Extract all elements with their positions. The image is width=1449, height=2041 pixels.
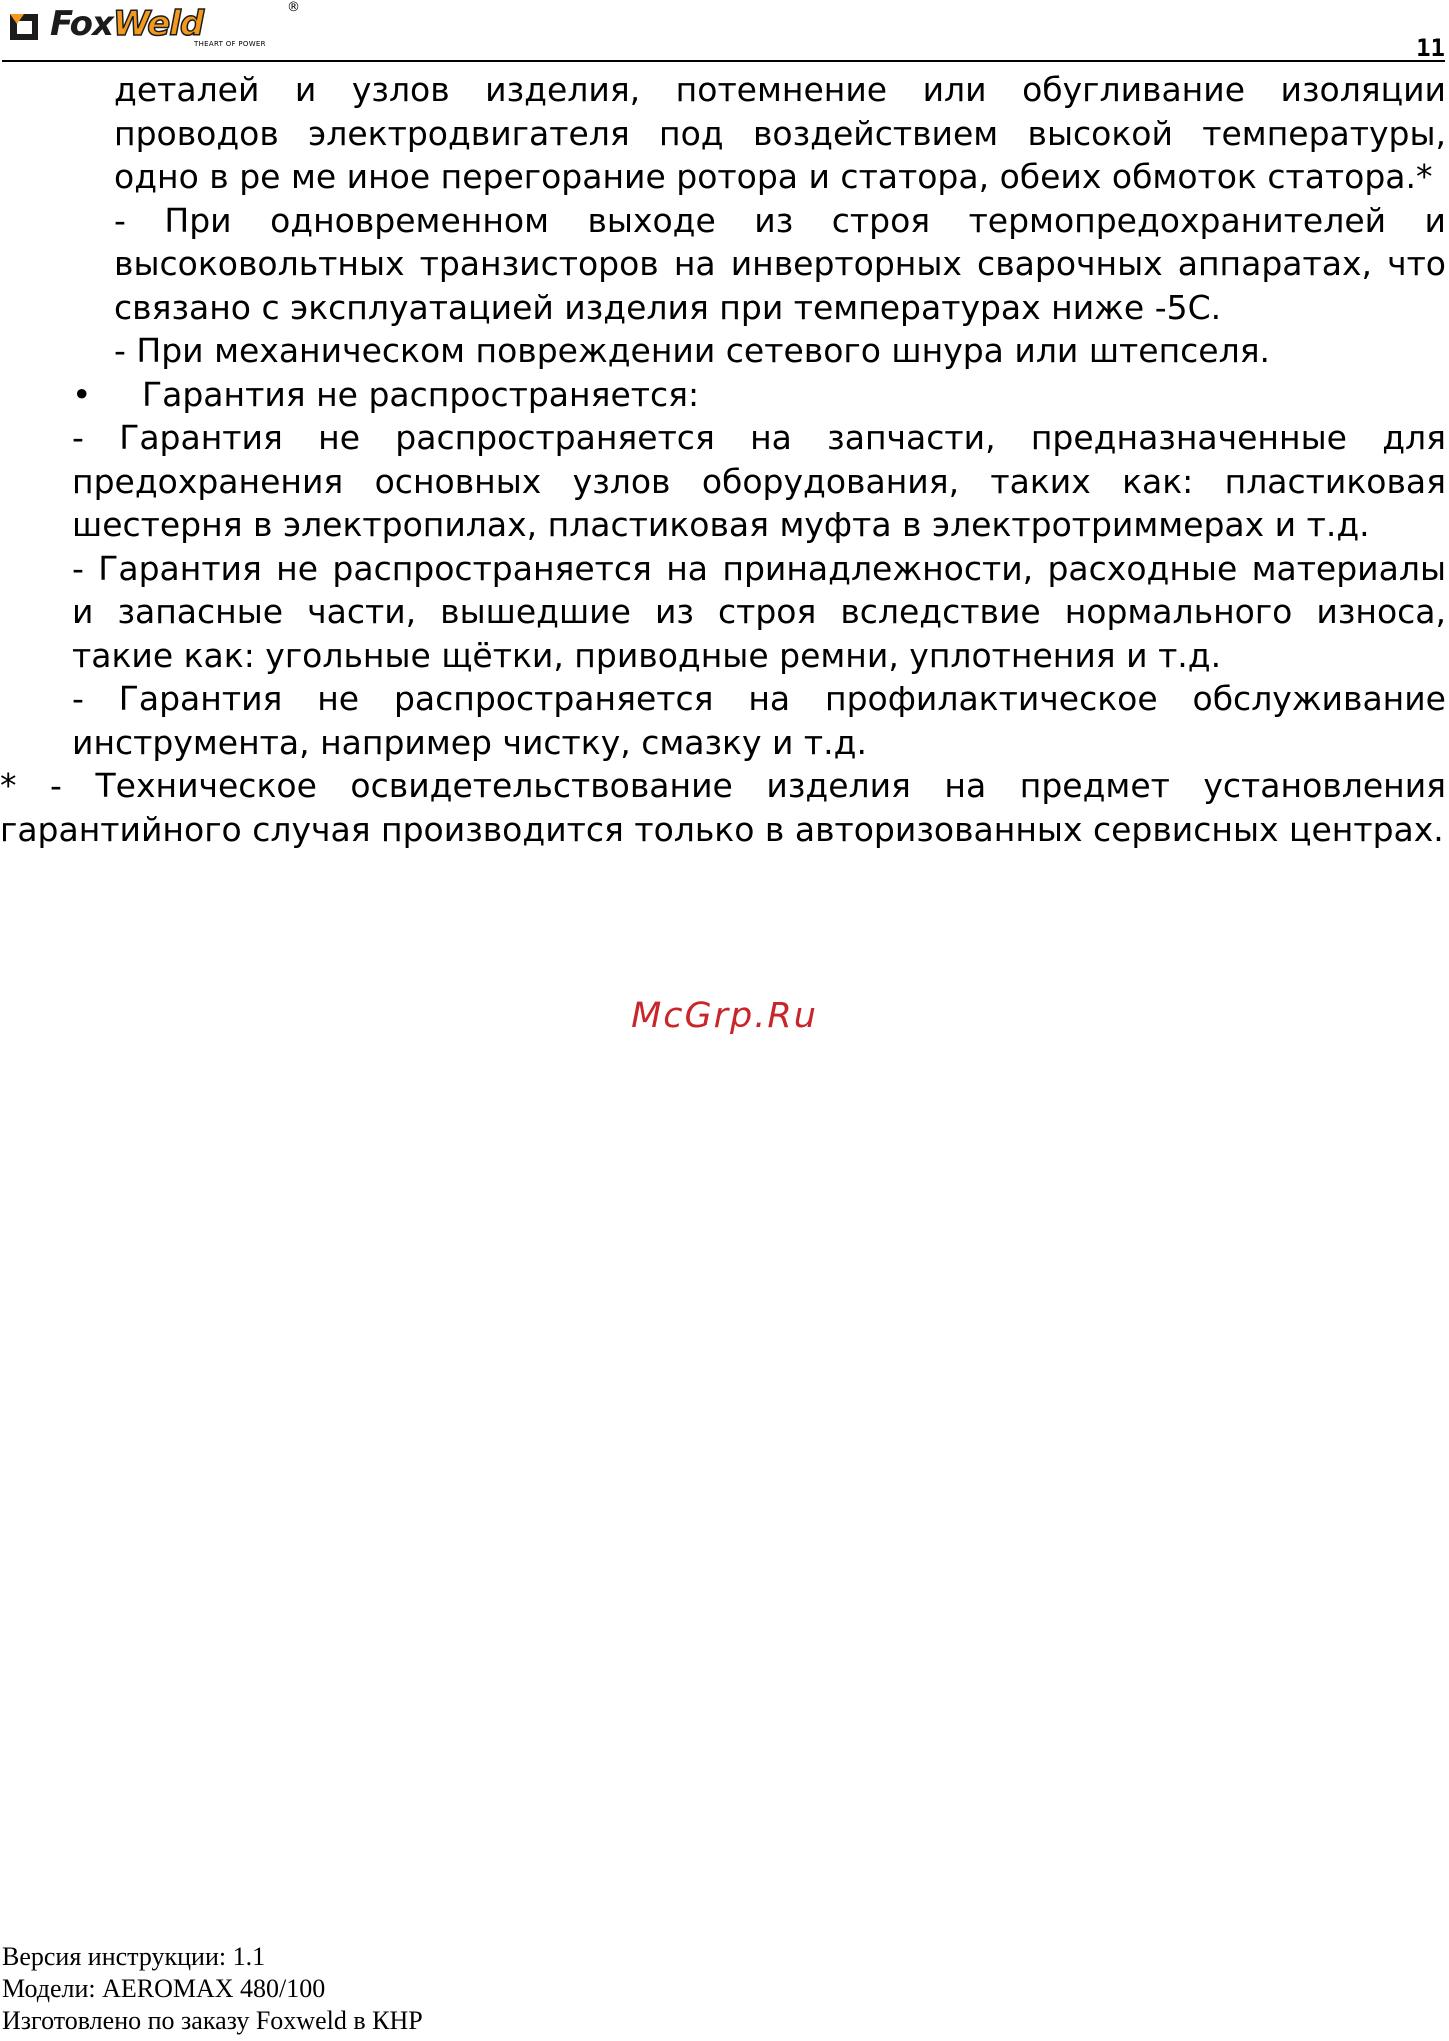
paragraph-maintenance-exclusion: - Гарантия не распространяется на профилактическое обслуживание инструмента, например чистку, смазку и т.д. bbox=[72, 679, 1446, 762]
paragraph-service-center-note: * - Техническое освидетельствование изделия на предмет установления гарантийного случая производится только в авторизованных сервисных центрах. bbox=[0, 766, 1446, 849]
foxweld-logo bbox=[4, 2, 304, 50]
registered-mark: ® bbox=[287, 0, 300, 15]
bullet-warranty-exclusions bbox=[72, 373, 1446, 417]
bullet-heading: Гарантия не распространяется: bbox=[142, 374, 700, 414]
paragraph-spare-parts-exclusion: - Гарантия не распространяется на запчасти, предназначенные для предохранения основных узлов оборудования, таких как: пластиковая шестерня в электропилах, пластиковая муфта в электротриммерах и т.д. bbox=[72, 418, 1446, 544]
footer-manufacturer: Изготовлено по заказу Foxweld в КНР bbox=[2, 2006, 423, 2035]
page-footer bbox=[2, 1941, 423, 2037]
page-number: 11 bbox=[1416, 34, 1445, 62]
logo-fox-text: Fox bbox=[50, 4, 113, 44]
logo-wordmark bbox=[50, 2, 203, 46]
paragraph-consumables-exclusion: - Гарантия не распространяется на принадлежности, расходные материалы и запасные части, вышедшие из строя вследствие нормального износа, такие как: угольные щётки, приводные ремни, уплотнения и т.д. bbox=[72, 548, 1446, 675]
logo-tagline: THEART OF POWER bbox=[194, 40, 266, 48]
paragraph-cord-damage: - При механическом повреждении сетевого шнура или штепселя. bbox=[114, 331, 1271, 370]
footer-version: Версия инструкции: 1.1 bbox=[2, 1942, 266, 1971]
logo-weld-text: Weld bbox=[112, 4, 204, 44]
logo-mark-icon bbox=[8, 8, 42, 42]
paragraph-thermal-fuse-failure: - При одновременном выходе из строя термопредохранителей и высоковольтных транзисторов на инверторных сварочных аппаратах, что связано с эксплуатацией изделия при температурах ниже -5С. bbox=[114, 200, 1446, 327]
watermark-text: McGrp.Ru bbox=[631, 996, 818, 1036]
footer-models: Модели: AEROMAX 480/100 bbox=[2, 1974, 326, 2003]
paragraph-damage-description: деталей и узлов изделия, потемнение или обугливание изоляции проводов электродвигателя под воздействием высокой температуры, одно в ре ме иное перегорание ротора и статора, обеих обмоток статора.* bbox=[114, 70, 1446, 196]
bullet-icon: • bbox=[72, 374, 92, 414]
page-header bbox=[0, 0, 1449, 64]
document-body bbox=[0, 68, 1446, 851]
header-divider bbox=[2, 60, 1445, 62]
